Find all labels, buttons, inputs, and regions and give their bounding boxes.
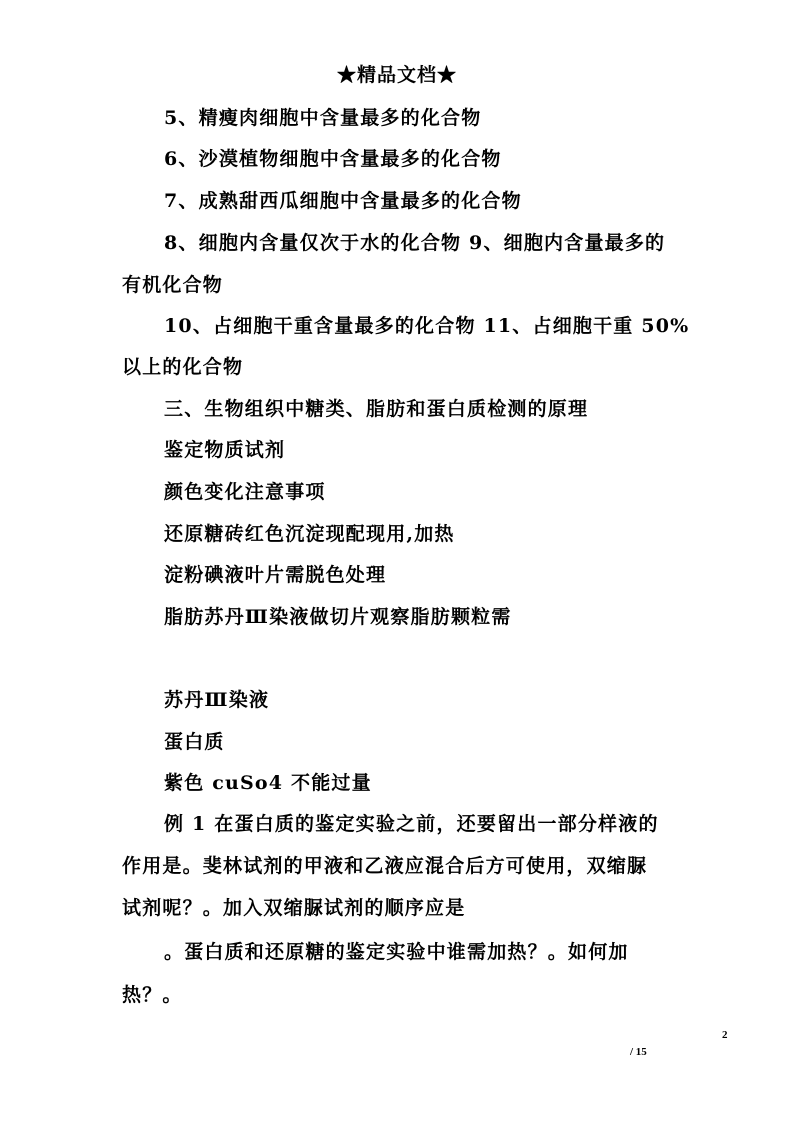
text-line: 作用是。斐林试剂的甲液和乙液应混合后方可使用，双缩脲 xyxy=(122,855,648,877)
text-line: 5、精瘦肉细胞中含量最多的化合物 xyxy=(164,107,482,129)
text-line: 颜色变化注意事项 xyxy=(164,481,326,503)
section-heading: 三、生物组织中糖类、脂肪和蛋白质检测的原理 xyxy=(164,398,589,420)
text-line: 紫色 cuSo4 不能过量 xyxy=(164,772,372,794)
text-line: 。蛋白质和还原糖的鉴定实验中谁需加热？。如何加 xyxy=(164,941,629,963)
text-line: 以上的化合物 xyxy=(122,356,244,378)
page-header: ★精品文档★ xyxy=(336,64,457,86)
text-line: 例 1 在蛋白质的鉴定实验之前，还要留出一部分样液的 xyxy=(164,813,659,835)
text-line: 有机化合物 xyxy=(122,274,224,296)
page-total: / 15 xyxy=(630,1046,647,1058)
text-line: 还原糖砖红色沉淀现配现用,加热 xyxy=(164,523,455,545)
page-number: 2 xyxy=(722,1029,728,1041)
text-line: 7、成熟甜西瓜细胞中含量最多的化合物 xyxy=(164,190,522,212)
text-line: 脂肪苏丹Ⅲ染液做切片观察脂肪颗粒需 xyxy=(164,606,512,628)
text-line: 6、沙漠植物细胞中含量最多的化合物 xyxy=(164,148,502,170)
text-line: 试剂呢？。加入双缩脲试剂的顺序应是 xyxy=(122,897,466,919)
text-line: 热？。 xyxy=(122,984,183,1006)
text-line: 10、占细胞干重含量最多的化合物 11、占细胞干重 50% xyxy=(164,315,690,337)
text-line: 8、细胞内含量仅次于水的化合物 9、细胞内含量最多的 xyxy=(164,232,666,254)
text-line: 鉴定物质试剂 xyxy=(164,439,286,461)
text-line: 淀粉碘液叶片需脱色处理 xyxy=(164,564,387,586)
text-line: 蛋白质 xyxy=(164,731,225,753)
text-line: 苏丹Ⅲ染液 xyxy=(164,689,270,711)
